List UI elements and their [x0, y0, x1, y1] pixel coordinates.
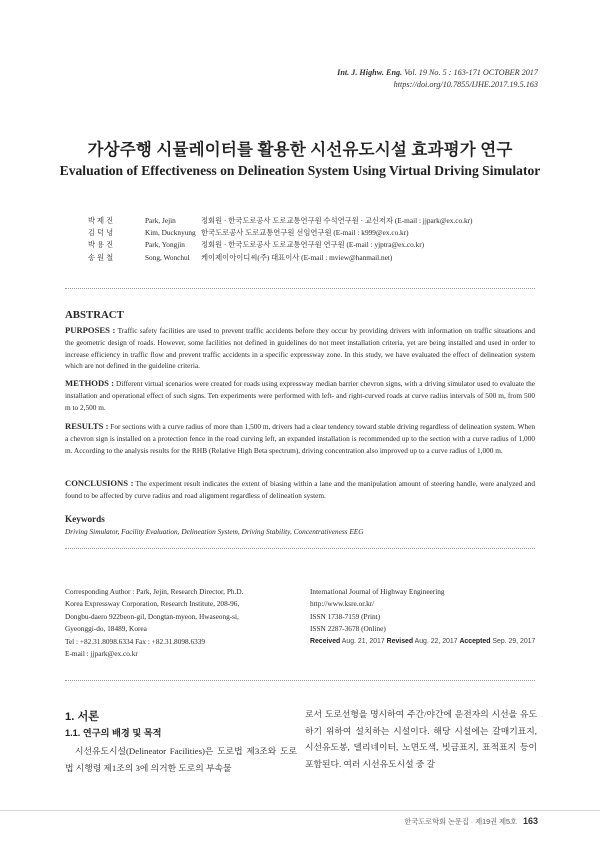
author-name-ko: 박제진: [88, 216, 116, 225]
author-row: [88, 227, 472, 239]
doi-link[interactable]: https://doi.org/10.7855/IJHE.2017.19.5.163: [393, 80, 538, 89]
keywords-heading: Keywords: [65, 514, 105, 524]
journal-citation: [337, 68, 538, 77]
purposes-text: Traffic safety facilities are used to prevent traffic accidents before they occur by providing drivers with information on traffic situations and the geometric design of roads. However, some facilities not defined in guidelines do not meet installation criteria, yet are being installed and used in order to increase efficiency in traffic flow and prevent traffic accidents in a specific expressway zone. In this study, we have evaluated the effect of delineation system which are not defined in the guideline criteria.: [65, 326, 536, 371]
revised-label: Revised: [386, 637, 414, 645]
title-korean: 가상주행 시뮬레이터를 활용한 시선유도시설 효과평가 연구: [87, 140, 513, 159]
conclusions-label: CONCLUSIONS :: [65, 478, 134, 488]
corresponding-author-info: [65, 586, 243, 660]
author-affiliation: 정회원 · 한국도로공사 도로교통연구원 연구원 (E-mail : yjptra@ex.co.kr): [201, 240, 425, 250]
corresponding-line: Corresponding Author : Park, Jejin, Research Director, Ph.D.: [65, 587, 244, 596]
author-row: [88, 239, 472, 251]
conclusions-text: The experiment result indicates the extent of biasing within a lane and the manipulation amount of steering handle, were analyzed and found to be affected by curve radius and road alignment regardless of delineation system.: [65, 479, 535, 500]
abstract-methods: [65, 378, 535, 413]
divider: [65, 680, 535, 681]
page-number: 163: [522, 816, 538, 826]
corresponding-line: Gyeonggi-do, 18489, Korea: [65, 624, 147, 634]
author-row: [88, 252, 472, 264]
journal-url[interactable]: http://www.ksre.or.kr/: [310, 599, 375, 609]
abstract-conclusions: [65, 478, 535, 502]
corresponding-line: Korea Expressway Corporation, Research Institute, 208-96,: [65, 599, 240, 609]
author-list: [88, 215, 472, 264]
author-name-en: Song, Wonchul: [145, 252, 190, 262]
results-label: RESULTS :: [65, 421, 109, 431]
body-paragraph: 로서 도로선형을 명시하여 주간/야간에 운전자의 시선을 유도하기 위하여 설치하는 시설이다. 해당 시설에는 갈매기표지, 시선유도봉, 델리네이터, 노면도색, 빗금표지, 표적표지 등이 포함된다. 여러 시선유도시설 중 갈: [305, 709, 537, 769]
corresponding-line: Tel : +82.31.8098.6334 Fax : +82.31.8098.6339: [65, 636, 206, 646]
journal-abbrev: Int. J. Highw. Eng.: [337, 68, 403, 77]
footer-journal-name: 한국도로학회 논문집 · 제19권 제5호: [404, 817, 517, 826]
author-row: [88, 215, 472, 227]
body-paragraph: 시선유도시설(Delineator Facilities)은 도로법 제3조와 도로법 시행령 제1조의 3에 의거한 도로의 부속물: [65, 746, 297, 773]
journal-info-line: International Journal of Highway Engineering: [310, 587, 445, 596]
divider: [65, 548, 535, 549]
article-dates: [310, 636, 535, 648]
body-column-right: [305, 706, 537, 772]
author-name-en: Park, Jejin: [145, 216, 176, 225]
title-english: Evaluation of Effectiveness on Delineation System Using Virtual Driving Simulator: [59, 163, 541, 178]
body-column-left: [65, 743, 297, 776]
journal-info-line: ISSN 1738-7159 (Print): [310, 611, 381, 621]
methods-label: METHODS :: [65, 378, 115, 388]
accepted-date: Sep. 29, 2017: [490, 637, 536, 645]
page-footer: [404, 816, 538, 827]
methods-text: Different virtual scenarios were created for roads using expressway median barrier chevron signs, with a driving simulator used to evaluate the installation and operational effect of such signs. Ten experiments were performed with left- and right-curved roads at curve radius intervals of 500 m, from 500 m to 2,500 m.: [65, 379, 535, 412]
corresponding-line: Dongbu-daero 922beon-gil, Dongtan-myeon, Hwaseong-si,: [65, 611, 239, 621]
author-affiliation: 정회원 · 한국도로공사 도로교통연구원 수석연구원 · 교신저자 (E-mail : jjpark@ex.co.kr): [201, 216, 473, 225]
revised-date: Aug. 22, 2017: [413, 637, 460, 645]
divider: [65, 288, 535, 289]
section-title: 1. 서론: [65, 711, 100, 723]
author-name-en: Kim, Ducknyung: [145, 228, 196, 238]
footer-divider: [0, 810, 600, 811]
purposes-label: PURPOSES :: [65, 325, 116, 335]
journal-issue: Vol. 19 No. 5 : 163-171 OCTOBER 2017: [402, 68, 538, 77]
keywords-text: Driving Simulator, Facility Evaluation, Delineation System, Driving Stability, Concentrativeness EEG: [65, 527, 364, 536]
author-name-ko: 송원철: [88, 252, 116, 262]
results-text: For sections with a curve radius of more than 1,500 m, drivers had a clear tendency toward stable driving regardless of delineation system. When a chevron sign is installed on a protection fence in the road curving left, an expanded installation is recommended up to the section with a curve radius of 1,000 m. According to the analysis results for the RHB (Relative High Beta spectrum), driving concentration also improved up to a curve radius of 1,000 m.: [65, 422, 535, 455]
author-name-en: Park, Yongjin: [145, 240, 185, 250]
author-name-ko: 김덕녕: [88, 228, 116, 238]
received-label: Received: [310, 637, 341, 645]
accepted-label: Accepted: [459, 637, 491, 645]
author-name-ko: 박용진: [88, 240, 116, 250]
subsection-title: 1.1. 연구의 배경 및 목적: [65, 728, 162, 738]
journal-info: [310, 586, 535, 648]
journal-info-line: ISSN 2287-3678 (Online): [310, 624, 386, 634]
corresponding-line: E-mail : jjpark@ex.co.kr: [65, 649, 138, 659]
abstract-results: [65, 421, 535, 456]
abstract-heading: ABSTRACT: [65, 309, 124, 321]
author-affiliation: 케이제이아이디씨(주) 대표이사 (E-mail : mview@hanmail.net): [201, 252, 393, 262]
abstract-purposes: [65, 325, 535, 372]
received-date: Aug. 21, 2017: [340, 637, 387, 645]
author-affiliation: 한국도로공사 도로교통연구원 선임연구원 (E-mail : k999@ex.co.kr): [201, 228, 409, 238]
